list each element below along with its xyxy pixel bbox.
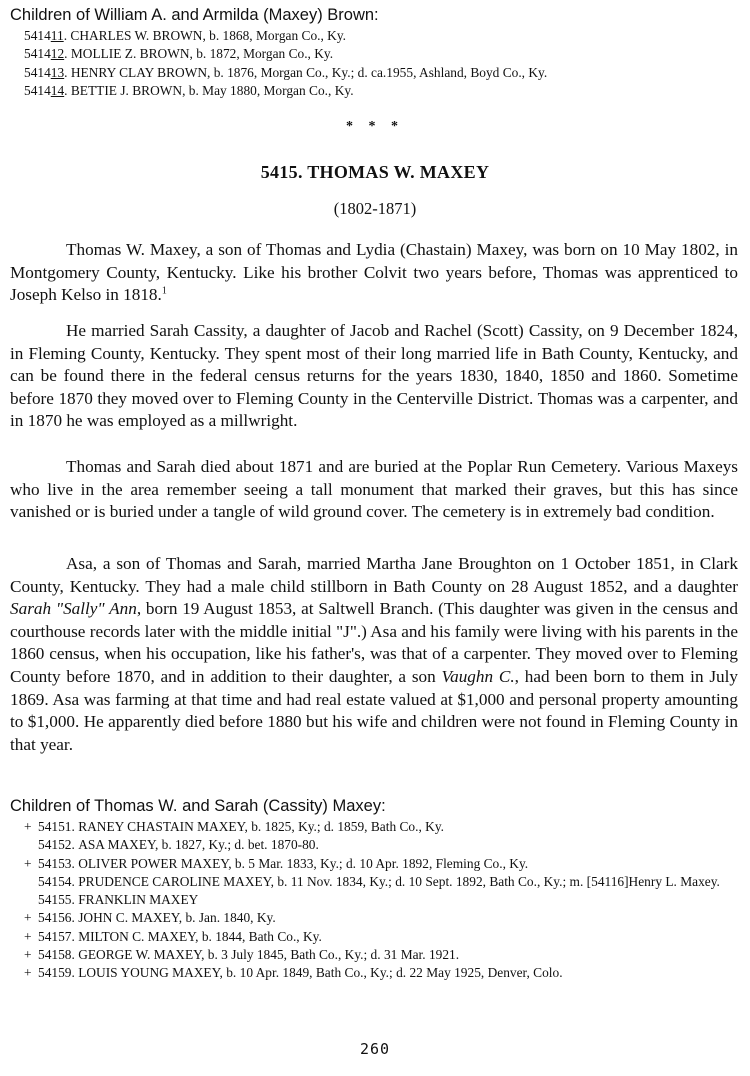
- footnote-marker: 1: [161, 285, 167, 297]
- has-descendants-marker: [24, 891, 38, 909]
- list-item: [24, 836, 739, 854]
- list-item: [24, 873, 739, 891]
- list-item: [24, 82, 750, 100]
- child-number: 54156.: [38, 910, 75, 926]
- child-number: 54154.: [38, 873, 75, 889]
- section-dates: (1802-1871): [333, 199, 417, 218]
- list-item: [24, 928, 739, 946]
- child-number-suffix: 11: [50, 28, 64, 43]
- child-entry-text: JOHN C. MAXEY, b. Jan. 1840, Ky.: [78, 910, 276, 926]
- child-number-prefix: 5414: [24, 82, 51, 98]
- brown-children-list: [24, 27, 750, 100]
- list-item: [24, 964, 739, 982]
- child-entry-text: GEORGE W. MAXEY, b. 3 July 1845, Bath Co., Ky.; d. 31 Mar. 1921.: [78, 947, 460, 963]
- italic-name-vaughn: Vaughn C.: [441, 666, 515, 686]
- paragraph-text: , born 19 August 1853, at Saltwell Branch. (This daughter was given in the census and courthouse records later with the middle initial "J".) Asa and his family were living with his parents in the 1860 census, when his occupation, like his father's, was that of a carpenter. They moved over to Fleming County before 1870, and in addition to their daughter, a son: [10, 599, 738, 686]
- child-entry-text: . HENRY CLAY BROWN, b. 1876, Morgan Co., Ky.; d. ca.1955, Ashland, Boyd Co., Ky.: [64, 64, 548, 80]
- child-entry-text: RANEY CHASTAIN MAXEY, b. 1825, Ky.; d. 1859, Bath Co., Ky.: [78, 819, 444, 834]
- child-number: 54157.: [38, 928, 75, 944]
- child-number-suffix: 14: [50, 82, 65, 98]
- paragraph-text: , had been born to them in July 1869. Asa was farming at that time and had real estate valued at $1,000 and personal property amounting to $1,000. He apparently died before 1880 but his wife and children were not found in Fleming County in that year.: [10, 666, 738, 754]
- list-item: [24, 64, 750, 82]
- child-entry-text: OLIVER POWER MAXEY, b. 5 Mar. 1833, Ky.; d. 10 Apr. 1892, Fleming Co., Ky.: [78, 855, 529, 871]
- paragraph-asa: [10, 553, 738, 756]
- paragraph-text: Asa, a son of Thomas and Sarah, married Martha Jane Broughton on 1 October 1851, in Clark County, Kentucky. They had a male child stillborn in Bath County on 28 August 1852, and a daughter: [10, 554, 738, 596]
- has-descendants-marker: [24, 836, 38, 854]
- paragraph-marriage: He married Sarah Cassity, a daughter of Jacob and Rachel (Scott) Cassity, on 9 December 1824, in Fleming County, Kentucky. They spent most of their long married life in Bath County, Kentucky, and can be found there in the federal census returns for the years 1830, 1840, 1850 and 1860. Sometime before 1870 they moved over to Fleming County in the Centerville District. Thomas was a carpenter, and in 1870 he was employed as a millwright.: [10, 321, 738, 431]
- child-entry-text: FRANKLIN MAXEY: [78, 892, 199, 908]
- child-number-suffix: 12: [50, 46, 65, 62]
- paragraph-text: Thomas W. Maxey, a son of Thomas and Lydia (Chastain) Maxey, was born on 10 May 1802, in Montgomery County, Kentucky. Like his brother Colvit two years before, Thomas was apprenticed to Joseph Kelso in 1818.: [10, 240, 738, 305]
- maxey-children-list: [24, 818, 739, 983]
- italic-name-sarah: Sarah "Sally" Ann: [10, 599, 137, 619]
- child-entry-text: ASA MAXEY, b. 1827, Ky.; d. bet. 1870-80.: [78, 837, 319, 853]
- child-number: 54151.: [38, 819, 75, 834]
- list-item: [24, 855, 739, 873]
- child-entry-text: . BETTIE J. BROWN, b. May 1880, Morgan Co., Ky.: [64, 82, 354, 98]
- brown-children-heading: Children of William A. and Armilda (Maxey) Brown:: [10, 6, 379, 24]
- has-descendants-marker: +: [24, 855, 32, 871]
- child-number: 54158.: [38, 947, 75, 963]
- child-entry-text: . CHARLES W. BROWN, b. 1868, Morgan Co., Ky.: [63, 28, 347, 43]
- child-entry-text: PRUDENCE CAROLINE MAXEY, b. 11 Nov. 1834, Ky.; d. 10 Sept. 1892, Bath Co., Ky.; m. [54116]Henry L. Maxey.: [78, 873, 720, 889]
- has-descendants-marker: +: [24, 965, 32, 981]
- child-number: 54153.: [38, 855, 75, 871]
- child-number-suffix: 13: [50, 64, 65, 80]
- paragraph-burial: Thomas and Sarah died about 1871 and are buried at the Poplar Run Cemetery. Various Maxeys who live in the area remember seeing a tall monument that marked their graves, but this has since vanished or is buried under a tangle of wild ground cover. The cemetery is in extremely bad condition.: [10, 457, 738, 522]
- list-item: [24, 818, 739, 836]
- has-descendants-marker: +: [24, 947, 32, 963]
- child-entry-text: . MOLLIE Z. BROWN, b. 1872, Morgan Co., Ky.: [64, 46, 334, 62]
- child-entry-text: LOUIS YOUNG MAXEY, b. 10 Apr. 1849, Bath Co., Ky.; d. 22 May 1925, Denver, Colo.: [78, 965, 563, 981]
- has-descendants-marker: +: [24, 910, 32, 926]
- list-item: [24, 45, 750, 63]
- list-item: [24, 27, 750, 45]
- child-number: 54159.: [38, 965, 75, 981]
- child-number: 54155.: [38, 892, 75, 908]
- page-number: 260: [359, 1040, 391, 1058]
- has-descendants-marker: [24, 873, 38, 891]
- paragraph-birth: [10, 239, 738, 307]
- list-item: [24, 946, 739, 964]
- has-descendants-marker: +: [24, 819, 32, 834]
- list-item: [24, 891, 739, 909]
- child-number-prefix: 5414: [24, 64, 51, 80]
- list-item: [24, 909, 739, 927]
- child-number-prefix: 5414: [24, 46, 51, 62]
- maxey-children-heading: Children of Thomas W. and Sarah (Cassity) Maxey:: [10, 797, 386, 815]
- child-number-prefix: 5414: [24, 28, 51, 43]
- child-entry-text: MILTON C. MAXEY, b. 1844, Bath Co., Ky.: [78, 928, 322, 944]
- section-title: 5415. THOMAS W. MAXEY: [260, 162, 490, 182]
- has-descendants-marker: +: [24, 928, 32, 944]
- section-separator: * * *: [346, 119, 404, 134]
- child-number: 54152.: [38, 837, 75, 853]
